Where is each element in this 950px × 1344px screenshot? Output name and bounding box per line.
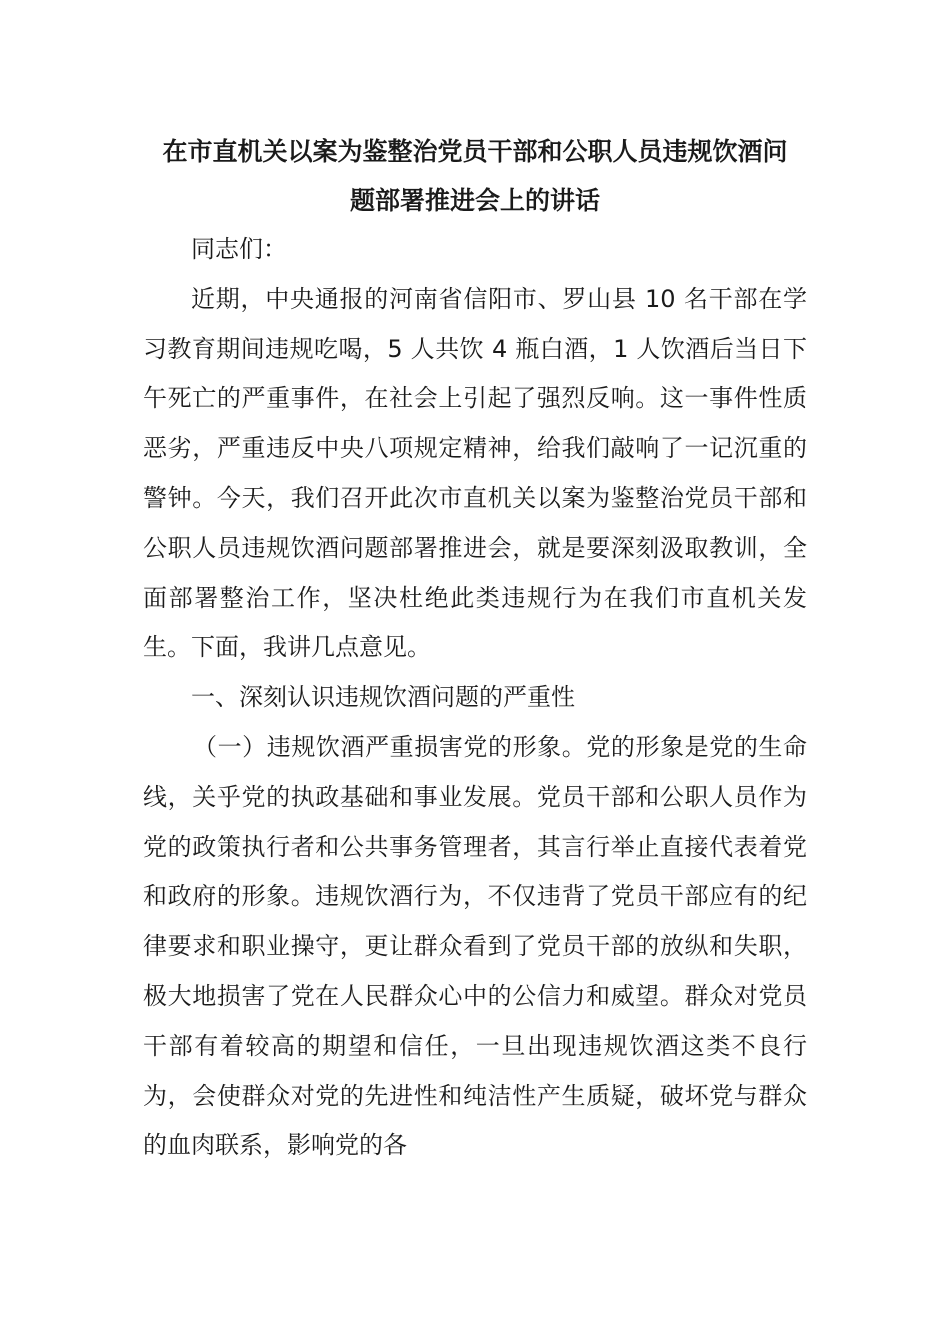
greeting: 同志们： — [191, 235, 287, 263]
paragraph-subsection-1: （一）违规饮酒严重损害党的形象。党的形象是党的生命线，关乎党的执政基础和事业发展。党员干部和公职人员作为党的政策执行者和公共事务管理者，其言行举止直接代表着党和政府的形象。违规饮酒行为，不仅违背了党员干部应有的纪律要求和职业操守，更让群众看到了党员干部的放纵和失职，极大地损害了党在人民群众心中的公信力和威望。群众对党员干部有着较高的期望和信任，一旦出现违规饮酒这类不良行为，会使群众对党的先进性和纯洁性产生质疑，破坏党与群众的血肉联系，影响党的各 — [143, 732, 807, 1160]
paragraph-intro: 近期，中央通报的河南省信阳市、罗山县 10 名干部在学习教育期间违规吃喝，5 人共饮 4 瓶白酒，1 人饮酒后当日下午死亡的严重事件，在社会上引起了强烈反响。这一事件性质恶劣，严重违反中央八项规定精神，给我们敲响了一记沉重的警钟。今天，我们召开此次市直机关以案为鉴整治党员干部和公职人员违规饮酒问题部署推进会，就是要深刻汲取教训，全面部署整治工作，坚决杜绝此类违规行为在我们市直机关发生。下面，我讲几点意见。 — [143, 284, 807, 662]
document-title-line-2: 题部署推进会上的讲话 — [349, 186, 600, 215]
document-body — [143, 225, 807, 1171]
section-heading-1: 一、深刻认识违规饮酒问题的严重性 — [191, 683, 575, 712]
document-title-line-1: 在市直机关以案为鉴整治党员干部和公职人员违规饮酒问 — [162, 137, 788, 166]
